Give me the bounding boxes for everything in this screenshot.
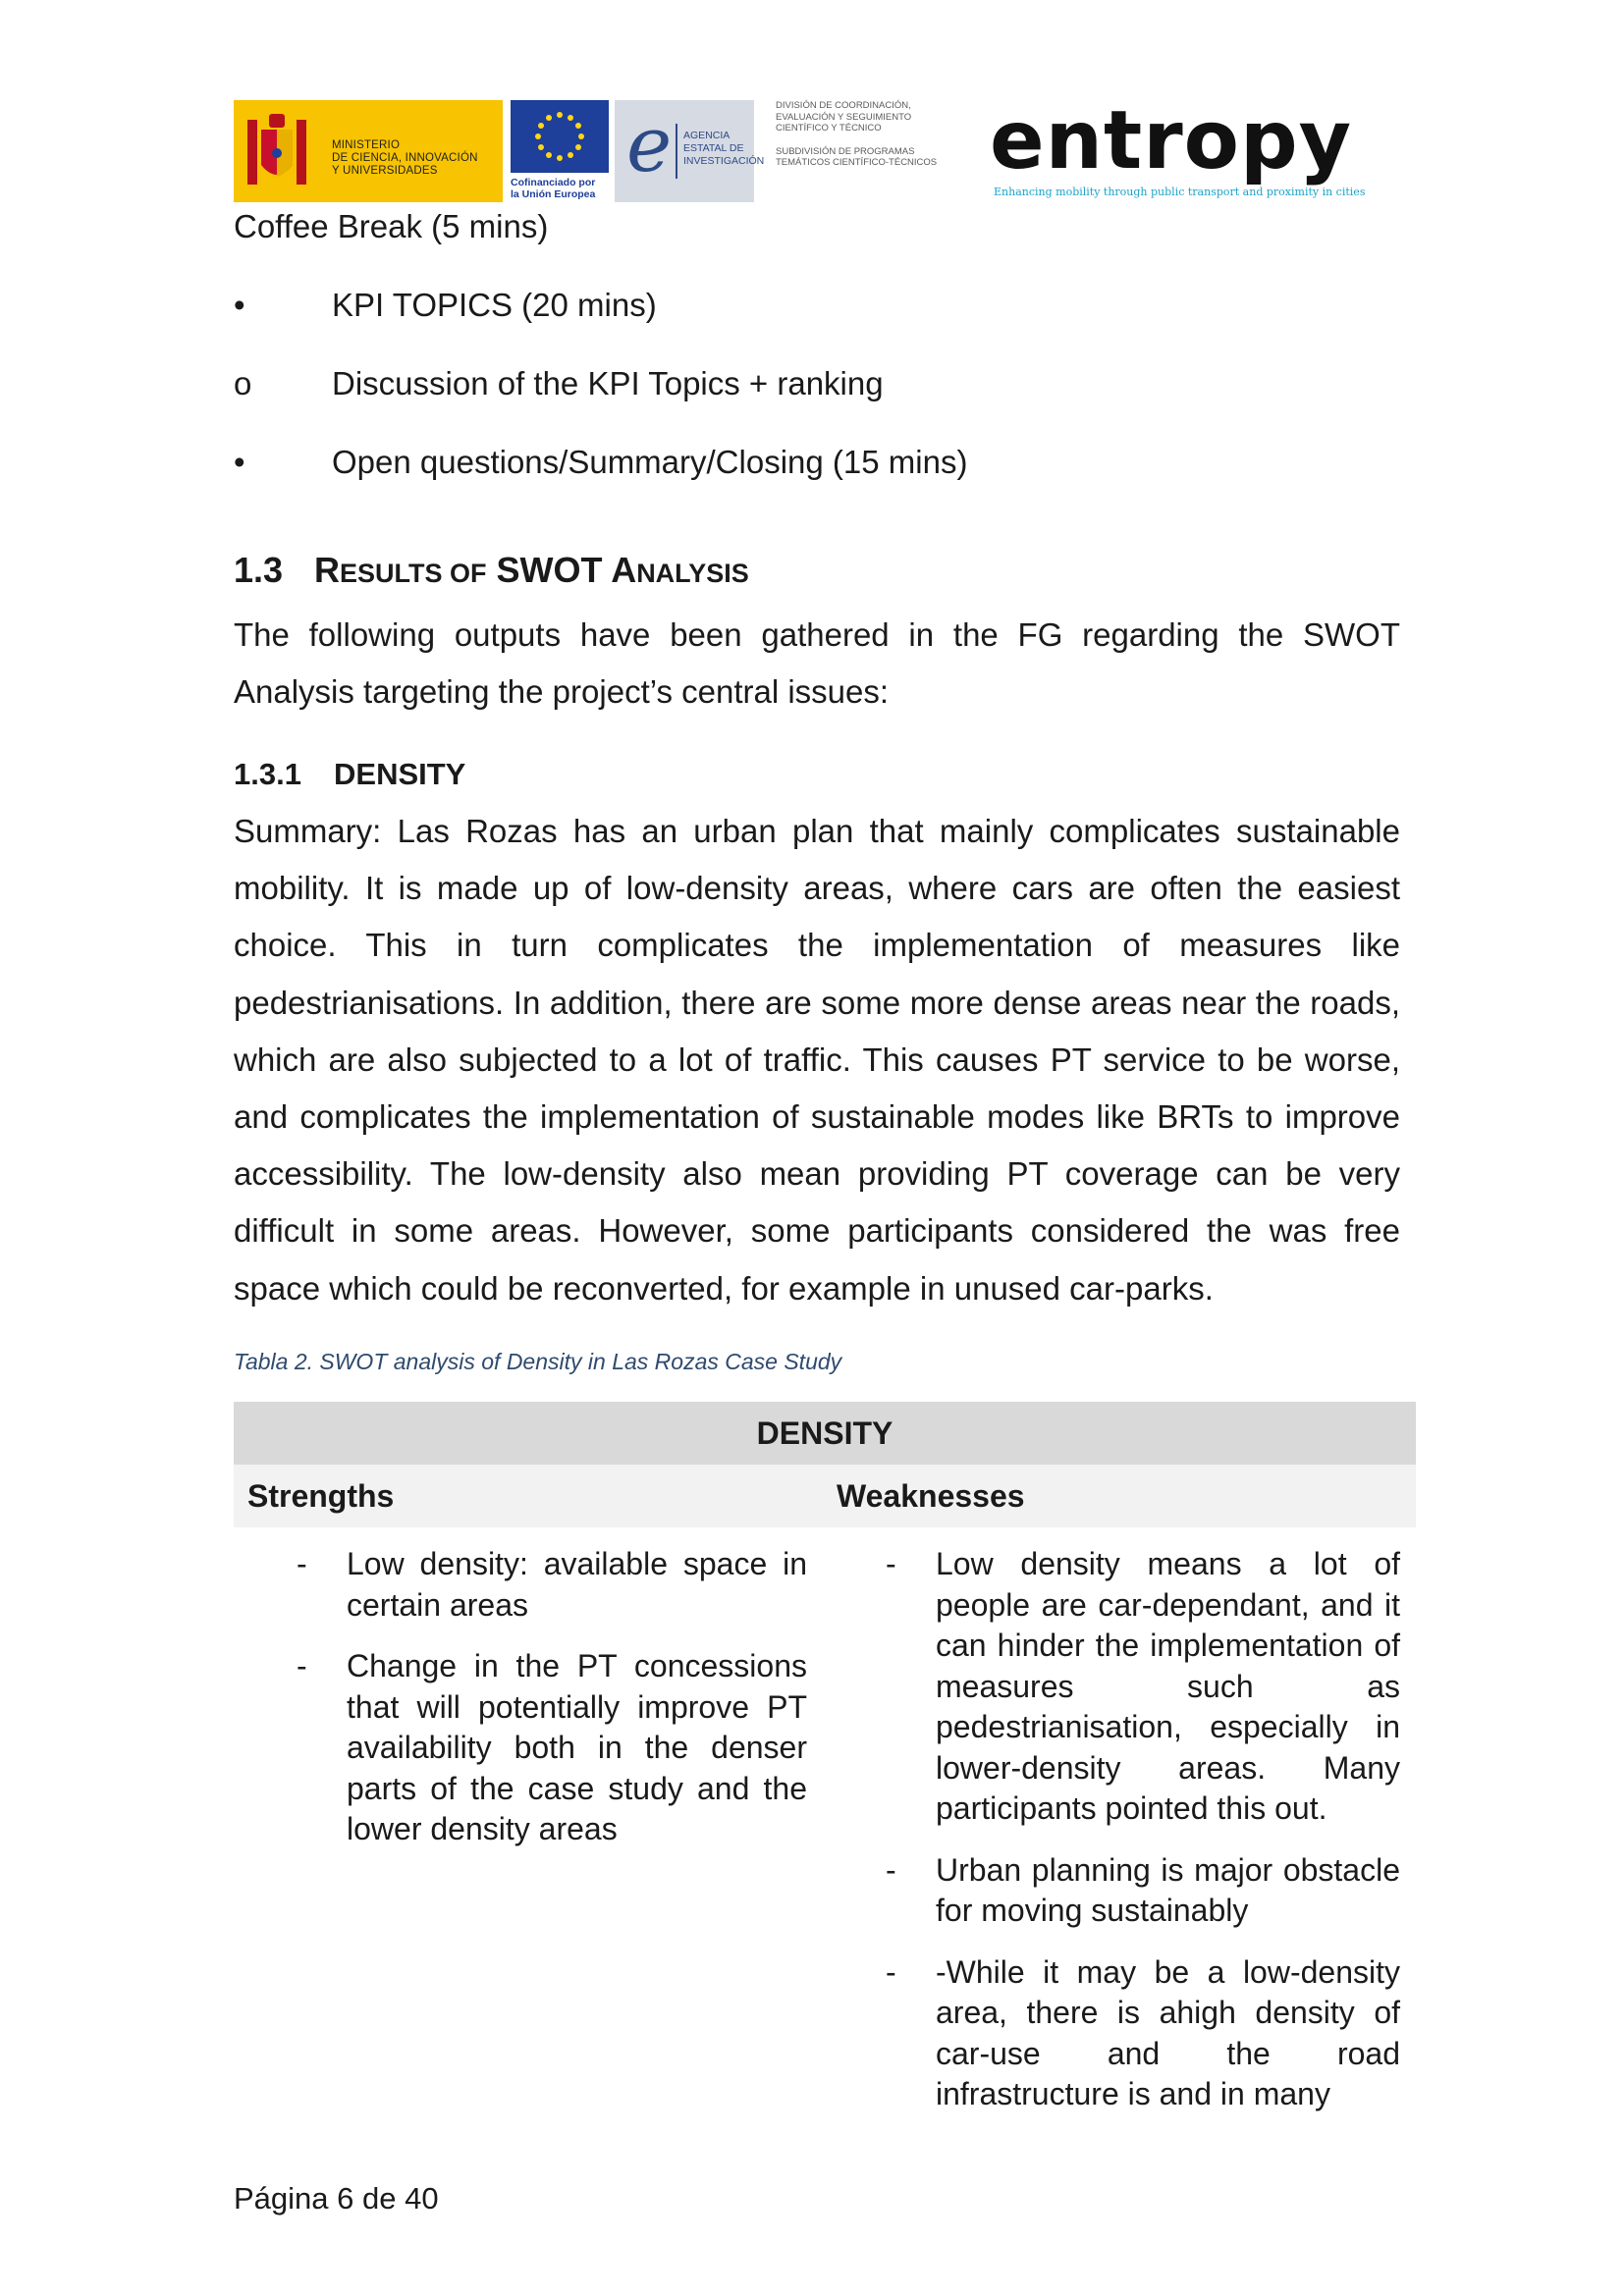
agenda-item-text: Open questions/Summary/Closing (15 mins) bbox=[332, 444, 968, 480]
ministerio-text: MINISTERIO DE CIENCIA, INNOVACIÓN Y UNIVERSIDADES bbox=[332, 139, 478, 177]
section-intro: The following outputs have been gathered in the FG regarding the SWOT Analysis targeting the project’s central issues: bbox=[234, 616, 1400, 711]
weakness-text: Low density means a lot of people are car-dependant, and it can hinder the implementation of measures such as pedestrianisation, especially in lower-density areas. Many participants pointed this out. bbox=[936, 1546, 1400, 1826]
coffee-break-line: Coffee Break (5 mins) bbox=[234, 208, 549, 244]
strengths-column bbox=[234, 1527, 823, 1850]
subsection-heading bbox=[234, 757, 465, 792]
entropy-wordmark: entropy bbox=[990, 94, 1353, 187]
ministerio-logo bbox=[234, 100, 503, 202]
dash-mark: - bbox=[886, 1851, 896, 1888]
division-text-1: DIVISIÓN DE COORDINACIÓN, EVALUACIÓN Y SEGUIMIENTO CIENTÍFICO Y TÉCNICO bbox=[776, 100, 912, 133]
list-item bbox=[823, 1952, 1416, 2115]
dash-mark: - bbox=[886, 1546, 896, 1581]
strength-text: Low density: available space in certain areas bbox=[347, 1546, 807, 1623]
density-summary: Summary: Las Rozas has an urban plan that mainly complicates sustainable mobility. It is made up of low-density areas, where cars are often the easiest choice. This in turn complicates the implementation of measures like pedestrianisations. In addition, there are some more dense areas near the roads, which are also subjected to a lot of traffic. This causes PT service to be worse, and complicates the implementation of sustainable modes like BRTs to improve accessibility. The low-density also mean providing PT coverage can be very difficult in some areas. However, some participants considered the was free space which could be reconverted, for example in unused car-parks. bbox=[234, 813, 1400, 1307]
section-heading: 1.3 RESULTS OF SWOT ANALYSIS bbox=[234, 550, 749, 590]
weakness-text: Urban planning is major obstacle for moving sustainably bbox=[936, 1851, 1400, 1928]
table-caption: Tabla 2. SWOT analysis of Density in Las Rozas Case Study bbox=[234, 1349, 842, 1374]
eu-logo bbox=[511, 100, 609, 202]
page-number: Página 6 de 40 bbox=[234, 2181, 439, 2216]
dash-mark: - bbox=[886, 1953, 896, 1990]
weakness-text: -While it may be a low-density area, there is ahigh density of car-use and the road infrastructure is and in many bbox=[936, 1953, 1400, 2111]
list-item bbox=[234, 1544, 823, 1626]
dash-mark: - bbox=[297, 1546, 307, 1581]
table-header-row bbox=[234, 1465, 1416, 1527]
strengths-header: Strengths bbox=[247, 1478, 395, 1514]
bullet-mark: o bbox=[234, 365, 252, 401]
page-header bbox=[234, 94, 1373, 202]
section-number: 1.3 bbox=[234, 550, 284, 590]
strength-text: Change in the PT concessions that will potentially improve PT availability both in the denser parts of the case study and the lower density areas bbox=[347, 1648, 807, 1846]
weaknesses-header: Weaknesses bbox=[837, 1478, 1025, 1514]
agenda-item-text: Discussion of the KPI Topics + ranking bbox=[332, 365, 884, 401]
weaknesses-column bbox=[823, 1527, 1416, 2115]
list-item bbox=[234, 1646, 823, 1850]
division-logo bbox=[776, 100, 982, 169]
bullet-mark: • bbox=[234, 444, 245, 480]
dash-mark: - bbox=[297, 1648, 307, 1683]
list-item bbox=[823, 1850, 1416, 1932]
subsection-title: DENSITY bbox=[334, 757, 466, 791]
entropy-logo bbox=[990, 94, 1373, 202]
aei-logo bbox=[615, 100, 765, 202]
subsection-number: 1.3.1 bbox=[234, 757, 301, 791]
eu-text: Cofinanciado por la Unión Europea bbox=[511, 177, 596, 200]
aei-text: AGENCIA ESTATAL DE INVESTIGACIÓN bbox=[683, 130, 765, 167]
division-text-2: SUBDIVISIÓN DE PROGRAMAS TEMÁTICOS CIENTÍFICO-TÉCNICOS bbox=[776, 145, 938, 168]
eu-stars-icon bbox=[511, 100, 609, 173]
list-item bbox=[823, 1544, 1416, 1830]
aei-divider bbox=[676, 124, 677, 179]
coat-of-arms-icon bbox=[244, 110, 310, 192]
bullet-mark: • bbox=[234, 287, 245, 323]
table-title: DENSITY bbox=[234, 1402, 1416, 1465]
entropy-tagline: Enhancing mobility through public transport and proximity in cities bbox=[994, 186, 1366, 198]
swot-table bbox=[234, 1402, 1416, 2111]
aei-e-icon: e bbox=[626, 101, 673, 189]
agenda-item-text: KPI TOPICS (20 mins) bbox=[332, 287, 657, 323]
